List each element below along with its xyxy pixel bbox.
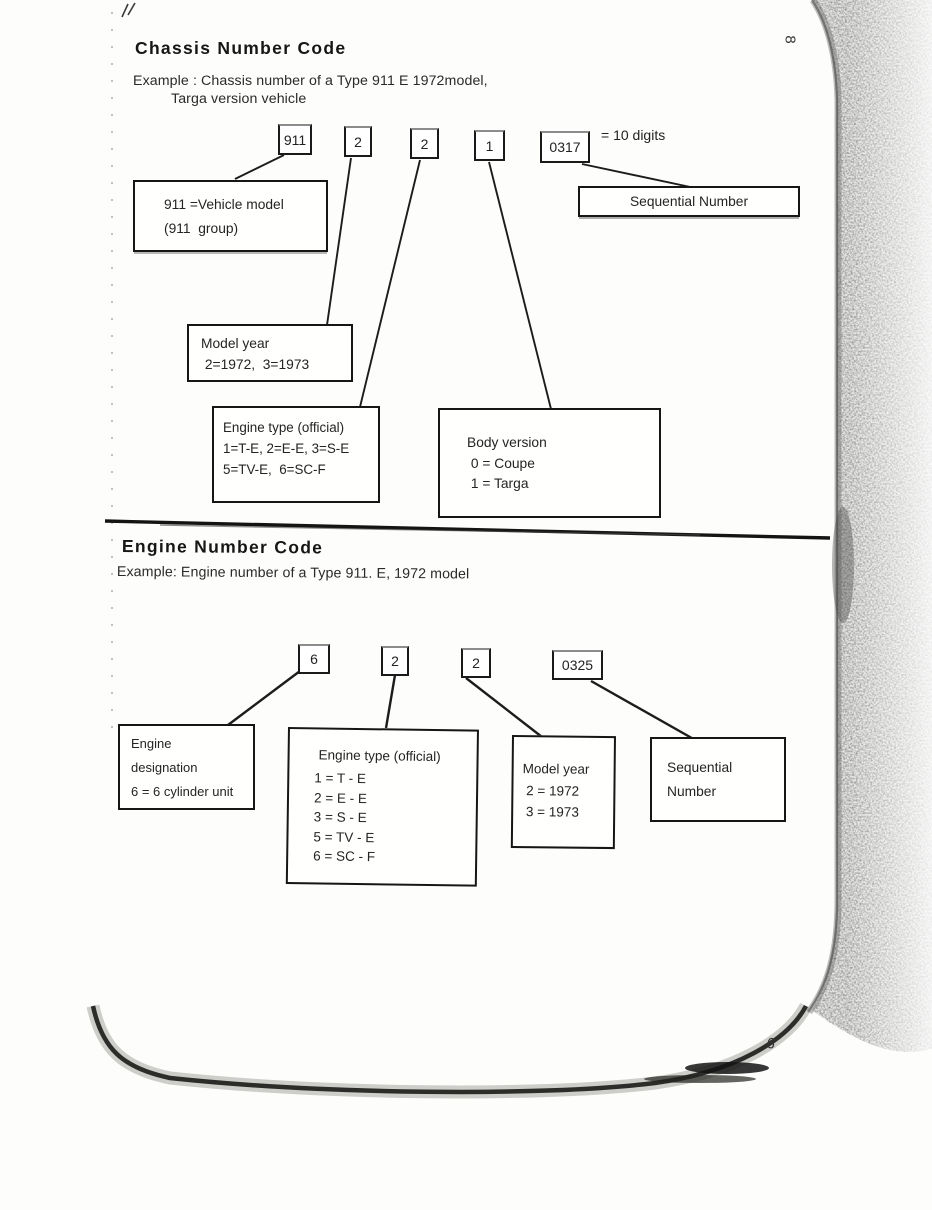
engine-type-item: 1 = T - E — [314, 770, 367, 787]
engine-example-line1: Example: Engine number of a Type 911. E, 1972 model — [116, 564, 470, 583]
chassis-model-year-box — [187, 324, 353, 382]
chassis-digit-box-1: 1 — [474, 130, 505, 161]
engine-model-year-line1: Model year — [522, 761, 590, 777]
scan-edge-shadow-right — [806, 0, 932, 1060]
connector-0325-to-sequential — [591, 681, 697, 741]
chassis-digit-box-911: 911 — [278, 124, 312, 155]
engine-sequential-box — [650, 737, 786, 822]
engine-digit-box-0325: 0325 — [552, 650, 603, 680]
page-number-top-right: 8 — [781, 35, 799, 44]
body-version-line2: 0 = Coupe — [467, 456, 535, 471]
engine-type-item: 2 = E - E — [313, 789, 368, 806]
model-year-line1: Model year — [201, 336, 270, 351]
chassis-section-title: Chassis Number Code — [135, 38, 347, 58]
chassis-vehicle-model-box — [133, 180, 328, 252]
connector-2-to-engine-type — [386, 675, 395, 728]
engine-digit-box-2a: 2 — [381, 646, 409, 676]
vehicle-model-line1: 911 =Vehicle model — [164, 197, 284, 212]
engine-model-year-line3: 3 = 1973 — [522, 804, 579, 820]
chassis-engine-type-box — [212, 406, 380, 503]
chassis-example-line2: Targa version vehicle — [171, 91, 307, 107]
chassis-sequential-box — [578, 186, 800, 217]
model-year-line2: 2=1972, 3=1973 — [201, 357, 310, 372]
designation-line3: 6 = 6 cylinder unit — [131, 784, 234, 799]
chassis-digit-box-2b: 2 — [410, 128, 439, 159]
chassis-digit-box-0317: 0317 — [540, 131, 590, 163]
body-version-line3: 1 = Targa — [467, 476, 529, 491]
chassis-digit-box-2a: 2 — [344, 126, 372, 157]
engine-type-item: 5 = TV - E — [313, 828, 375, 845]
engine-engine-type-box — [286, 727, 479, 887]
engine-type-item: 6 = SC - F — [313, 848, 376, 865]
connector-911-to-vehicle-model — [235, 155, 284, 179]
engine-digit-box-6: 6 — [298, 644, 330, 674]
sequential-label: Sequential Number — [629, 194, 749, 209]
engine-sequential-line1: Sequential — [667, 760, 733, 775]
connector-0317-to-sequential — [582, 164, 695, 188]
connector-1-to-body-version — [489, 162, 551, 409]
engine-model-year-box — [511, 735, 616, 849]
vehicle-model-line2: (911 group) — [164, 221, 239, 236]
page-number-bottom-right: 9 — [765, 1033, 777, 1052]
engine-model-year-line2: 2 = 1972 — [522, 783, 580, 799]
engine-designation-box — [118, 724, 255, 810]
scan-edge-shadow-bottom — [93, 1006, 806, 1092]
engine-sequential-line2: Number — [667, 784, 717, 799]
connector-2-to-model-year — [327, 158, 351, 325]
designation-line1: Engine — [131, 736, 172, 751]
body-version-line1: Body version — [467, 435, 547, 450]
connector-2-to-model-year — [466, 678, 542, 737]
chassis-digits-note: = 10 digits — [601, 127, 666, 143]
connector-2-to-engine-type — [360, 160, 420, 407]
designation-line2: designation — [131, 760, 198, 775]
scan-corner-marks — [122, 3, 135, 17]
engine-type-line2: 1=T-E, 2=E-E, 3=S-E — [223, 441, 350, 456]
section-divider-echo — [160, 525, 700, 535]
engine-digit-box-2b: 2 — [461, 648, 491, 678]
connector-6-to-designation — [228, 671, 300, 725]
section-divider — [105, 521, 830, 538]
engine-type-item: 3 = S - E — [313, 809, 367, 826]
engine-type-line3: 5=TV-E, 6=SC-F — [223, 462, 326, 477]
chassis-example-line1: Example : Chassis number of a Type 911 E 1972model, — [133, 73, 488, 89]
engine-type-line1: Engine type (official) — [223, 420, 345, 435]
engine-section-title: Engine Number Code — [121, 536, 324, 558]
engine-type-title: Engine type (official) — [318, 747, 441, 765]
chassis-body-version-box — [438, 408, 661, 518]
